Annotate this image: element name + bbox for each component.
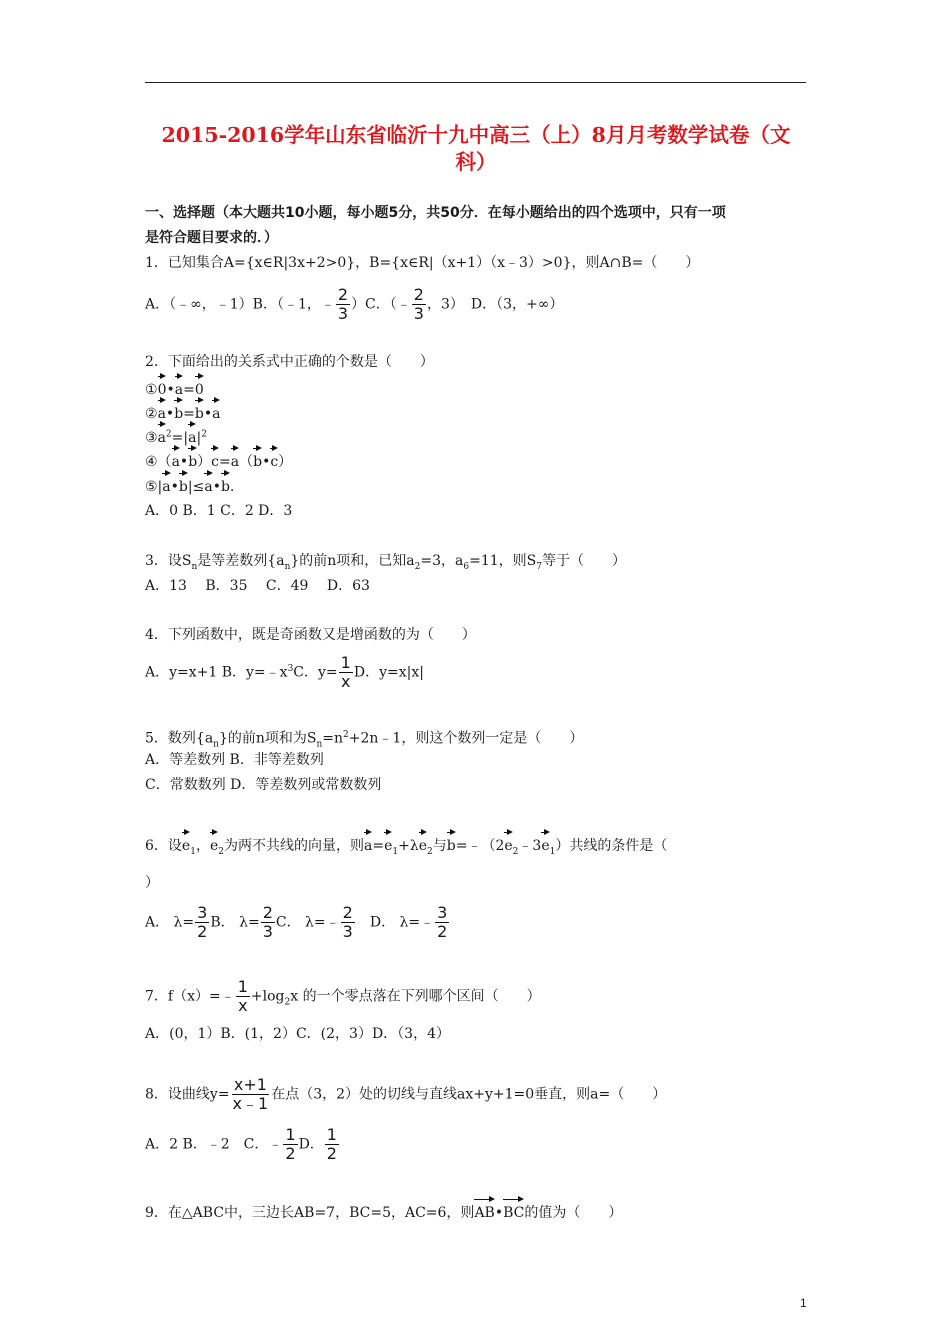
- vector: a: [175, 374, 183, 399]
- stem-text: =3，a: [420, 553, 464, 569]
- fraction-denominator: 2: [437, 922, 448, 941]
- stem-text: 在点（3，2）处的切线与直线ax+y+1=0垂直，则a=（ ）: [271, 1086, 667, 1103]
- question-2-stem: 2．下面给出的关系式中正确的个数是（ ）: [145, 354, 434, 370]
- fraction: [283, 1126, 297, 1163]
- vector: a: [158, 422, 166, 447]
- equals: =: [372, 838, 385, 854]
- item-label: ③: [145, 430, 158, 446]
- vector: a: [204, 471, 212, 496]
- vector: e: [504, 830, 512, 855]
- stem-text: 的值为（ ）: [524, 1205, 623, 1221]
- question-1-stem: 1．已知集合A={x∈R|3x+2>0}，B={x∈R|（x+1）（x﹣3）>0}，则A∩B=（ ）: [145, 255, 700, 271]
- question-8-stem: [145, 1076, 666, 1113]
- fraction-denominator: 2: [285, 1144, 296, 1163]
- vector: a: [162, 471, 170, 496]
- option-text: B． λ=: [210, 914, 260, 931]
- subscript: n: [213, 739, 219, 750]
- subscript: 1: [392, 846, 399, 857]
- fraction-numerator: 1: [285, 1125, 296, 1144]
- dot-operator: •: [165, 406, 175, 422]
- stem-text: ）共线的条件是（: [555, 838, 668, 854]
- subscript: 1: [190, 846, 196, 857]
- vector: a: [212, 398, 220, 423]
- question-1-options: [145, 286, 563, 323]
- subscript: n: [284, 561, 291, 572]
- fraction-numerator: 3: [437, 903, 448, 922]
- fraction-denominator: 3: [337, 304, 349, 323]
- option-text: C．y=: [293, 664, 338, 681]
- fraction-denominator: 3: [262, 922, 273, 941]
- vector: b: [188, 446, 197, 471]
- vector: e: [419, 830, 427, 855]
- fraction-denominator: 3: [342, 922, 353, 941]
- fraction-denominator: x: [341, 672, 351, 691]
- question-2-item-1: [145, 374, 204, 399]
- question-8-options: [145, 1126, 340, 1163]
- item-label: ⑤|: [145, 479, 163, 495]
- vector: e: [541, 830, 549, 855]
- subscript: 6: [463, 561, 470, 572]
- item-label: ④（: [145, 454, 172, 470]
- minus-sign: ﹣: [320, 296, 335, 313]
- less-equal: |≤: [187, 479, 205, 495]
- title-line-1: 2015-2016学年山东省临沂十九中高三（上）8月月考数学试卷（文: [161, 123, 791, 147]
- option-text: C． λ=﹣: [275, 914, 340, 931]
- fraction: [341, 904, 355, 941]
- option-text: D． λ=﹣: [355, 914, 435, 931]
- fraction: [236, 978, 250, 1015]
- paren: （: [239, 454, 254, 470]
- title-line-2: 科）: [455, 150, 497, 174]
- vector: a: [158, 398, 166, 423]
- header-rule: [145, 82, 806, 83]
- period: .: [229, 479, 235, 495]
- subscript: 2: [427, 846, 433, 857]
- stem-text: 等于（ ）: [541, 553, 626, 569]
- fraction-numerator: 1: [340, 653, 351, 672]
- dot-operator: •: [262, 454, 271, 470]
- question-3-options: A．13 B．35 C．49 D．63: [145, 578, 370, 594]
- vector: e: [384, 830, 392, 855]
- question-2-item-2: [145, 398, 220, 423]
- vector: 0: [158, 374, 167, 399]
- stem-text: }的前n项和为S: [218, 730, 317, 747]
- stem-text: }的前n项和，已知a: [290, 553, 415, 569]
- dot-operator: •: [179, 454, 189, 470]
- vector: a: [231, 446, 239, 471]
- subscript: n: [191, 561, 198, 572]
- question-7-options: A．(0，1）B．(1，2）C．(2，3）D．（3，4）: [145, 1026, 450, 1042]
- subscript: 2: [218, 846, 224, 857]
- stem-text: 是等差数列{a: [197, 553, 285, 569]
- fraction-denominator: 2: [197, 922, 208, 941]
- section-heading: 一、选择题（本大题共10小题，每小题5分，共50分．在每小题给出的四个选项中，只有一项: [145, 205, 726, 221]
- stem-text: 为两不共线的向量，则: [223, 838, 364, 854]
- question-9-stem: [145, 1197, 622, 1222]
- stem-text: 9．在△ABC中，三边长AB=7，BC=5，AC=6，则: [145, 1205, 475, 1221]
- question-2-item-4: [145, 446, 292, 471]
- paren: ）: [278, 454, 293, 470]
- stem-text: =11，则S: [469, 553, 537, 569]
- dot-operator: •: [494, 1205, 504, 1221]
- superscript: 2: [165, 429, 172, 440]
- fraction: [435, 904, 449, 941]
- minus-sign: ﹣: [396, 296, 411, 313]
- fraction-numerator: 2: [337, 285, 349, 304]
- stem-text: 7．f（x）=﹣: [145, 988, 235, 1005]
- fraction: [195, 904, 209, 941]
- fraction-numerator: 3: [197, 903, 208, 922]
- option-text: A．2 B．﹣2 C．﹣: [145, 1136, 283, 1153]
- stem-text: 与: [432, 838, 447, 854]
- dot-operator: •: [212, 479, 221, 495]
- subscript: 1: [549, 846, 556, 857]
- vector: a: [188, 422, 196, 447]
- dot-operator: •: [170, 479, 179, 495]
- fraction: [339, 654, 353, 691]
- fraction: [261, 904, 275, 941]
- subscript: n: [316, 739, 323, 750]
- question-3-stem: [145, 552, 626, 576]
- vector: b: [447, 830, 456, 855]
- vector: BC: [503, 1197, 524, 1222]
- paren: ）: [197, 454, 212, 470]
- item-label: ①: [145, 382, 158, 398]
- item-label: ②: [145, 406, 158, 422]
- stem-text: +λ: [398, 838, 419, 854]
- fraction-numerator: 2: [413, 285, 424, 304]
- vector: 0: [195, 374, 204, 399]
- fraction-denominator: 3: [413, 304, 424, 323]
- abs-bar: |: [196, 430, 202, 446]
- page-number: 1: [800, 1296, 807, 1310]
- equals: =: [219, 454, 231, 470]
- dot-operator: •: [166, 382, 175, 398]
- stem-text: 8．设曲线y=: [145, 1086, 230, 1103]
- stem-text: 5．数列{a: [145, 730, 214, 747]
- fraction-denominator: 2: [326, 1144, 337, 1163]
- vector: a: [172, 446, 180, 471]
- vector: e: [210, 830, 218, 855]
- subscript: 2: [414, 561, 421, 572]
- question-2-options: A．0 B．1 C．2 D．3: [145, 503, 293, 519]
- question-6-stem-cont: ）: [145, 875, 159, 891]
- subscript: 7: [536, 561, 542, 572]
- option-text: ，3） D．（3，+∞）: [426, 296, 564, 313]
- vector: c: [211, 446, 219, 471]
- option-text: A． λ=: [145, 914, 195, 931]
- fraction: [336, 286, 350, 323]
- vector: c: [270, 446, 278, 471]
- superscript: 2: [343, 730, 349, 740]
- superscript: 2: [201, 429, 207, 440]
- question-2-item-5: [145, 471, 234, 496]
- option-text: ）C．（: [351, 296, 397, 313]
- vector: a: [364, 830, 372, 855]
- equals: =: [183, 382, 195, 398]
- vector: b: [179, 471, 188, 496]
- stem-text: x 的一个零点落在下列哪个区间（ ）: [290, 988, 541, 1005]
- comma: ，: [195, 838, 210, 854]
- fraction-numerator: 2: [262, 903, 273, 922]
- stem-text: 6．设: [145, 838, 182, 854]
- question-7-stem: [145, 978, 541, 1015]
- question-2-item-3: [145, 422, 207, 447]
- fraction-numerator: x+1: [233, 1075, 267, 1094]
- question-5-stem: [145, 726, 583, 753]
- vector: AB: [474, 1197, 494, 1222]
- stem-text: +2n﹣1，则这个数列一定是（ ）: [348, 730, 584, 747]
- fraction: [231, 1076, 271, 1113]
- stem-text: =﹣（2: [455, 838, 505, 854]
- fraction: [412, 286, 426, 323]
- question-5-options-2: C．常数数列 D．等差数列或常数数列: [145, 777, 382, 793]
- fraction-numerator: 1: [326, 1125, 337, 1144]
- question-5-options-1: A．等差数列 B．非等差数列: [145, 752, 324, 768]
- option-text: D．y=x|x|: [353, 664, 424, 681]
- equals: =: [183, 406, 195, 422]
- vector: b: [253, 446, 262, 471]
- superscript: 3: [287, 663, 294, 674]
- dot-operator: •: [203, 406, 213, 422]
- subscript: 2: [284, 997, 291, 1008]
- vector: b: [174, 398, 183, 423]
- fraction-numerator: 2: [342, 903, 353, 922]
- question-4-stem: 4．下列函数中，既是奇函数又是增函数的为（ ）: [145, 627, 476, 643]
- option-text: A．y=x+1 B．y=﹣x: [145, 664, 288, 681]
- vector: b: [221, 471, 230, 496]
- equals: =|: [171, 430, 189, 446]
- fraction-numerator: 1: [237, 977, 248, 996]
- vector: e: [182, 830, 190, 855]
- fraction-denominator: x: [238, 996, 248, 1015]
- fraction: [325, 1126, 339, 1163]
- vector: b: [195, 398, 204, 423]
- question-6-options: [145, 904, 450, 941]
- fraction-denominator: x﹣1: [232, 1094, 269, 1113]
- option-text: D．: [298, 1136, 324, 1153]
- stem-text: ﹣3: [518, 838, 542, 854]
- stem-text: 3．设S: [145, 553, 192, 569]
- stem-text: +log: [250, 988, 285, 1005]
- stem-text: =n: [322, 730, 344, 747]
- page-title: [140, 122, 812, 176]
- section-heading-cont: 是符合题目要求的．）: [145, 230, 278, 246]
- subscript: 2: [512, 846, 519, 857]
- option-text: A．（﹣∞，﹣1）B．（﹣1，: [145, 296, 321, 313]
- question-4-options: [145, 654, 424, 691]
- question-6-stem: [145, 830, 667, 861]
